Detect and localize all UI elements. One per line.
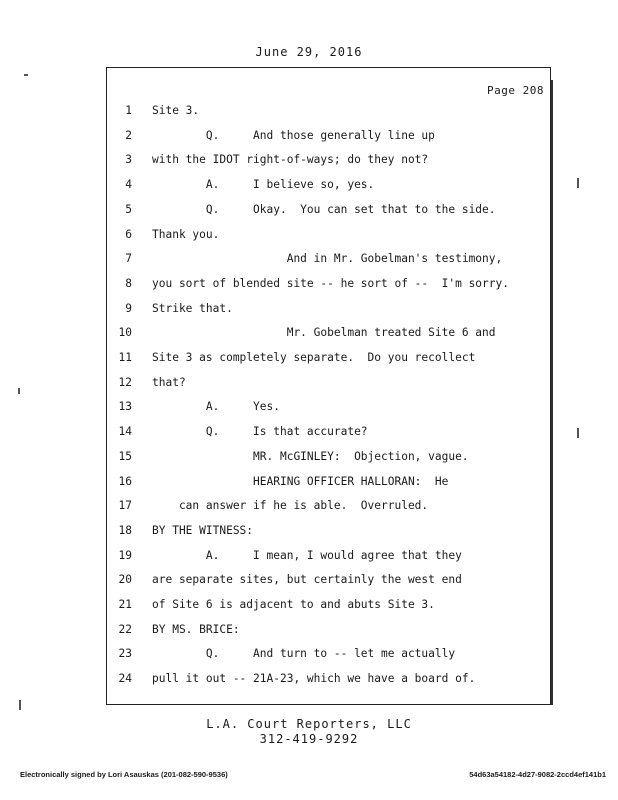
line-number: 3 [125,153,132,167]
transcript-line [110,548,550,564]
transcript-line [110,671,550,687]
line-number: 5 [125,202,132,216]
line-number: 11 [118,351,132,364]
line-text: HEARING OFFICER HALLORAN: He [152,474,449,488]
transcript-line [110,202,550,218]
transcript-line [110,474,550,490]
line-text: A. I mean, I would agree that they [152,548,462,562]
line-text: are separate sites, but certainly the west end [152,573,462,587]
transcript-line [110,523,550,539]
line-number: 9 [125,301,132,315]
electronic-signature: Electronically signed by Lori Asauskas (201-082-590-9536) [20,770,228,779]
scan-speck [577,428,579,438]
line-text: of Site 6 is adjacent to and abuts Site 3. [152,598,435,611]
transcript-line [110,128,550,144]
line-number: 16 [118,474,132,488]
line-number: 2 [125,128,132,142]
line-number: 6 [125,227,132,241]
line-text: can answer if he is able. Overruled. [152,499,429,513]
transcript-line [110,498,550,514]
transcript-line [110,152,550,168]
transcript-line [110,646,550,662]
scan-speck [577,178,579,188]
line-text: Thank you. [152,227,220,241]
line-text: And in Mr. Gobelman's testimony, [152,252,503,266]
transcript-line [110,276,550,292]
transcript-line [110,572,550,588]
frame-shadow [551,80,553,705]
line-number: 24 [118,672,132,686]
line-text: you sort of blended site -- he sort of -- I'm sorry. [152,276,509,290]
line-number: 21 [118,598,132,611]
line-number: 10 [118,326,132,340]
line-text: Q. And those generally line up [152,128,435,142]
line-number: 12 [118,375,132,389]
line-number: 23 [118,647,132,661]
transcript-line [110,350,550,366]
line-text: A. Yes. [152,400,280,414]
transcript-line [110,449,550,465]
transcript-line [110,597,550,613]
line-number: 15 [118,449,132,463]
line-text: Strike that. [152,301,233,315]
line-number: 1 [125,104,132,117]
line-text: A. I believe so, yes. [152,178,375,192]
footer-phone: 312-419-9292 [259,732,359,746]
document-hash: 54d63a54182-4d27-9082-2ccd4ef141b1 [469,770,606,779]
line-text: Q. Okay. You can set that to the side. [152,202,496,216]
transcript-line [110,301,550,317]
line-number: 14 [118,425,132,439]
line-text: Site 3 as completely separate. Do you recollect [152,351,476,364]
line-text: with the IDOT right-of-ways; do they not? [152,153,429,167]
line-text: Mr. Gobelman treated Site 6 and [152,326,496,340]
line-number: 19 [118,548,132,562]
line-number: 20 [118,573,132,587]
line-text: pull it out -- 21A-23, which we have a board of. [152,672,476,686]
scan-speck [19,700,21,710]
footer-company: L.A. Court Reporters, LLC [206,717,412,731]
line-text: BY THE WITNESS: [152,523,254,537]
line-text: that? [152,375,186,389]
page-number: Page 208 [487,84,544,97]
line-text: BY MS. BRICE: [152,622,240,636]
transcript-line [110,227,550,243]
line-text: MR. McGINLEY: Objection, vague. [152,449,469,463]
scan-speck [24,74,28,76]
line-number: 8 [125,276,132,290]
transcript-line [110,622,550,638]
transcript-line [110,325,550,341]
transcript-line [110,177,550,193]
line-number: 17 [118,499,132,513]
line-number: 7 [125,252,132,266]
line-number: 4 [125,178,132,192]
line-text: Site 3. [152,104,200,117]
scan-speck [18,388,20,394]
transcript-line [110,375,550,391]
line-number: 18 [118,523,132,537]
line-number: 22 [118,622,132,636]
transcript-line [110,251,550,267]
transcript-line [110,103,550,119]
transcript-line [110,424,550,440]
line-text: Q. Is that accurate? [152,425,368,439]
header-date: June 29, 2016 [255,45,363,59]
line-number: 13 [118,400,132,414]
transcript-line [110,399,550,415]
line-text: Q. And turn to -- let me actually [152,647,456,661]
